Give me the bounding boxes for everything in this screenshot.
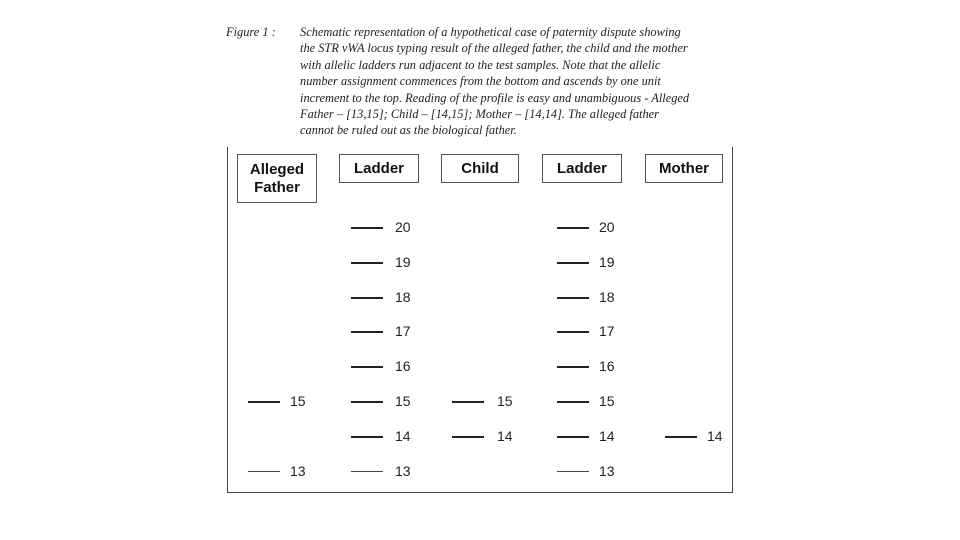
allele-band: [557, 262, 589, 264]
allele-label: 18: [395, 288, 411, 305]
allele-band: [557, 401, 589, 403]
allele-band: [557, 436, 589, 438]
lane-header-text: Alleged: [249, 160, 305, 178]
allele-band: [452, 401, 484, 403]
figure-label: Figure 1 :: [226, 25, 276, 39]
allele-band: [351, 401, 383, 403]
allele-label: 16: [599, 358, 615, 375]
allele-label: 15: [290, 393, 306, 409]
allele-label: 14: [497, 427, 513, 444]
allele-label: 15: [395, 393, 411, 409]
lane-header-ladder-2: [542, 154, 622, 183]
allele-band: [351, 331, 383, 333]
lane-header-ladder-1: [339, 154, 419, 183]
lane-header-text: Father: [254, 178, 300, 196]
allele-band: [351, 366, 383, 368]
allele-label: 19: [599, 253, 615, 270]
allele-band: [351, 436, 383, 438]
allele-band: [557, 331, 589, 333]
allele-label: 17: [599, 323, 615, 340]
allele-label: 19: [395, 253, 411, 270]
caption-line: with allelic ladders run adjacent to the test samples. Note that the allelic: [300, 57, 661, 72]
allele-band: [452, 436, 484, 438]
caption-line: cannot be ruled out as the biological father.: [300, 123, 517, 138]
allele-label: 13: [395, 462, 411, 479]
allele-label: 20: [395, 219, 411, 235]
allele-label: 13: [290, 462, 306, 479]
lane-header-text: Ladder: [353, 159, 404, 177]
allele-band: [351, 262, 383, 264]
allele-band: [248, 401, 280, 403]
allele-label: 14: [395, 427, 411, 444]
lane-header-text: Child: [461, 159, 499, 177]
allele-label: 14: [599, 427, 615, 444]
lane-header-mother: [645, 154, 723, 183]
allele-band: [248, 471, 280, 472]
allele-band: [557, 227, 589, 229]
lane-header-text: Ladder: [556, 159, 607, 177]
caption-line: number assignment commences from the bottom and ascends by one unit: [300, 74, 661, 89]
caption-line: Father – [13,15]; Child – [14,15]; Mother – [14,14]. The alleged father: [300, 107, 659, 122]
allele-band: [557, 297, 589, 299]
lane-header-alleged-father: [237, 154, 317, 203]
allele-label: 18: [599, 288, 615, 305]
allele-band: [557, 471, 589, 472]
allele-band: [351, 227, 383, 229]
caption-line: increment to the top. Reading of the profile is easy and unambiguous - Alleged: [300, 90, 690, 105]
caption-body: [300, 24, 740, 139]
lane-header-text: Mother: [659, 159, 709, 177]
allele-label: 16: [395, 358, 411, 375]
allele-band: [351, 471, 383, 472]
caption-line: Schematic representation of a hypothetical case of paternity dispute showing: [300, 25, 681, 39]
allele-label: 15: [497, 393, 513, 409]
allele-band: [351, 297, 383, 299]
allele-band: [557, 366, 589, 368]
allele-label: 14: [707, 427, 723, 444]
lane-header-child: [441, 154, 519, 183]
allele-label: 20: [599, 219, 615, 235]
str-gel-diagram: [227, 147, 733, 493]
allele-band: [665, 436, 697, 438]
allele-label: 13: [599, 462, 615, 479]
allele-label: 17: [395, 323, 411, 340]
caption-line: the STR vWA locus typing result of the alleged father, the child and the mother: [300, 41, 688, 56]
allele-label: 15: [599, 393, 615, 409]
